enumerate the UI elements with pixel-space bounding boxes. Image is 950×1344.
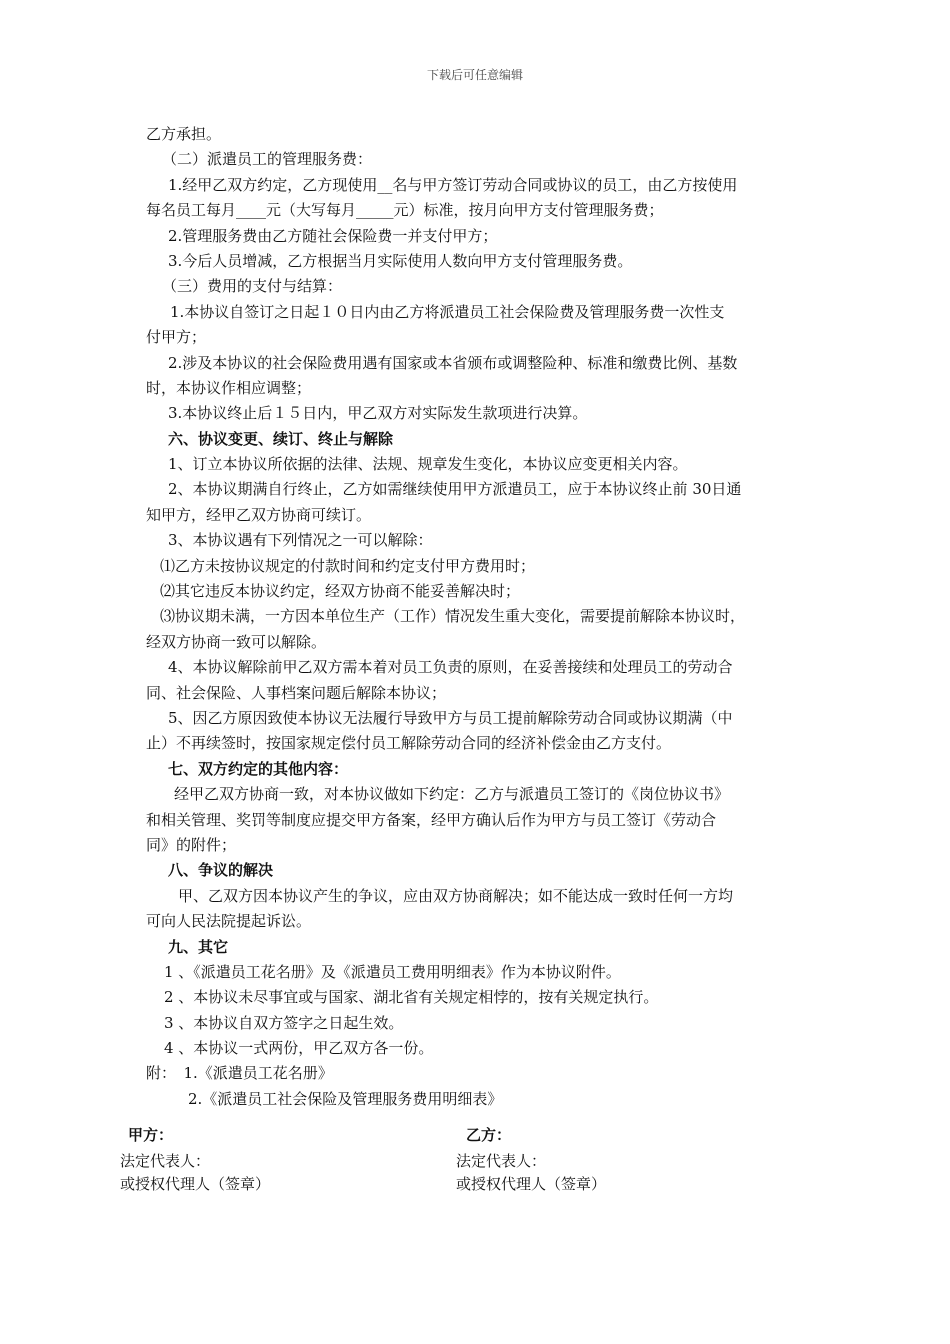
party-a-representative: 法定代表人： [120,1152,211,1170]
text-line: 1.经甲乙双方约定，乙方现使用__名与甲方签订劳动合同或协议的员工，由乙方按使用 [168,175,738,194]
text-line: 同、社会保险、人事档案问题后解除本协议； [146,683,447,702]
text-line: 2、本协议期满自行终止，乙方如需继续使用甲方派遣员工，应于本协议终止前 30日通 [168,480,742,499]
text-line: 附： 1.《派遣员工花名册》 [146,1064,333,1083]
text-line: 1、订立本协议所依据的法律、法规、规章发生变化，本协议应变更相关内容。 [168,455,688,474]
text-line: 2.《派遣员工社会保险及管理服务费用明细表》 [188,1089,503,1108]
text-line: 经双方协商一致可以解除。 [146,632,327,651]
section-heading: 六、协议变更、续订、终止与解除 [168,429,394,448]
text-line: 1.本协议自签订之日起１０日内由乙方将派遣员工社会保险费及管理服务费一次性支 [170,302,725,321]
text-line: 3.本协议终止后１５日内，甲乙双方对实际发生款项进行决算。 [168,404,588,423]
text-line: 2 、本协议未尽事宜或与国家、湖北省有关规定相悖的，按有关规定执行。 [164,988,659,1007]
section-heading: 九、其它 [168,937,229,956]
text-line: 乙方承担。 [146,125,222,143]
text-line: （三）费用的支付与结算： [162,277,343,296]
text-line: 1 、《派遣员工花名册》及《派遣员工费用明细表》作为本协议附件。 [164,962,621,981]
text-line: 和相关管理、奖罚等制度应提交甲方备案，经甲方确认后作为甲方与员工签订《劳动合 [146,810,717,829]
text-line: 2.管理服务费由乙方随社会保险费一并支付甲方； [168,226,498,245]
text-line: ⑶协议期未满，一方因本单位生产（工作）情况发生重大变化，需要提前解除本协议时， [160,607,746,626]
text-line: ⑵其它违反本协议约定，经双方协商不能妥善解决时； [160,582,521,601]
text-line: ⑴乙方未按协议规定的付款时间和约定支付甲方费用时； [160,556,536,575]
text-line: 4、本协议解除前甲乙双方需本着对员工负责的原则，在妥善接续和处理员工的劳动合 [168,658,733,677]
agreement-body [146,122,810,1112]
text-line: 时，本协议作相应调整； [146,378,312,397]
text-line: 2.涉及本协议的社会保险费用遇有国家或本省颁布或调整险种、标准和缴费比例、基数 [168,353,738,372]
party-a-title: 甲方： [128,1126,174,1144]
party-b-representative: 法定代表人： [456,1152,547,1170]
text-line: （二）派遣员工的管理服务费： [162,150,373,169]
text-line: 3、本协议遇有下列情况之一可以解除： [168,531,433,550]
text-line: 5、因乙方原因致使本协议无法履行导致甲方与员工提前解除劳动合同或协议期满（中 [168,708,733,727]
text-line: 同》的附件； [146,835,237,854]
text-line: 知甲方，经甲乙双方协商可续订。 [146,505,372,524]
text-line: 3 、本协议自双方签字之日起生效。 [164,1013,404,1032]
page-header: 下载后可任意编辑 [426,68,523,82]
text-line: 经甲乙双方协商一致，对本协议做如下约定：乙方与派遣员工签订的《岗位协议书》 [174,785,730,804]
section-heading: 七、双方约定的其他内容： [168,759,349,778]
text-line: 4 、本协议一式两份，甲乙双方各一份。 [164,1039,434,1058]
party-b-agent: 或授权代理人（签章） [456,1175,607,1193]
text-line: 3.今后人员增减，乙方根据当月实际使用人数向甲方支付管理服务费。 [168,251,633,270]
text-line: 止）不再续签时，按国家规定偿付员工解除劳动合同的经济补偿金由乙方支付。 [146,734,672,753]
text-line: 付甲方； [146,328,207,347]
text-line: 可向人民法院提起诉讼。 [146,912,312,931]
party-b-title: 乙方： [466,1126,512,1144]
party-a-agent: 或授权代理人（签章） [120,1175,271,1193]
text-line: 甲、乙双方因本协议产生的争议，应由双方协商解决；如不能达成一致时任何一方均 [178,886,734,905]
text-line: 每名员工每月____元（大写每月_____元）标准，按月向甲方支付管理服务费； [146,201,664,220]
section-heading: 八、争议的解决 [168,861,274,880]
